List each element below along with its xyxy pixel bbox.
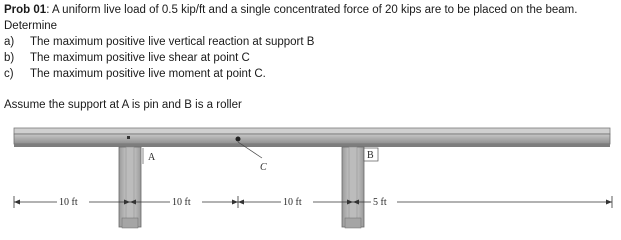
support-b-column xyxy=(342,147,364,228)
beam xyxy=(14,128,610,147)
point-c-label: C xyxy=(260,162,267,173)
problem-title xyxy=(4,2,616,18)
support-a-column xyxy=(119,136,141,228)
question-item-c xyxy=(4,66,616,82)
dimension-label-cb: 10 ft xyxy=(283,197,302,208)
question-text: The maximum positive live vertical reaction at support B xyxy=(30,36,315,48)
question-text: The maximum positive live shear at point C xyxy=(30,52,250,64)
problem-heading: Prob 01 xyxy=(4,4,47,16)
problem-statement xyxy=(4,2,616,82)
question-label: a) xyxy=(4,36,15,48)
question-text: The maximum positive live moment at point C. xyxy=(30,68,266,80)
problem-text: : A uniform live load of 0.5 kip/ft and a single concentrated force of 20 kips are to be placed on the beam. xyxy=(46,4,578,16)
dimension-label-ab: 10 ft xyxy=(59,197,78,208)
question-label: c) xyxy=(4,68,14,80)
determine-label: Determine xyxy=(4,20,58,32)
dimension-label-ac: 10 ft xyxy=(172,197,191,208)
support-assumption: Assume the support at A is pin and B is a roller xyxy=(4,99,242,111)
dimension-label-overhang: 5 ft xyxy=(373,197,387,208)
question-label: b) xyxy=(4,52,15,64)
question-item-a xyxy=(4,34,616,50)
beam-figure xyxy=(0,118,621,240)
support-b-label: B xyxy=(367,150,374,161)
support-a-label: A xyxy=(148,152,156,163)
question-item-b xyxy=(4,50,616,66)
